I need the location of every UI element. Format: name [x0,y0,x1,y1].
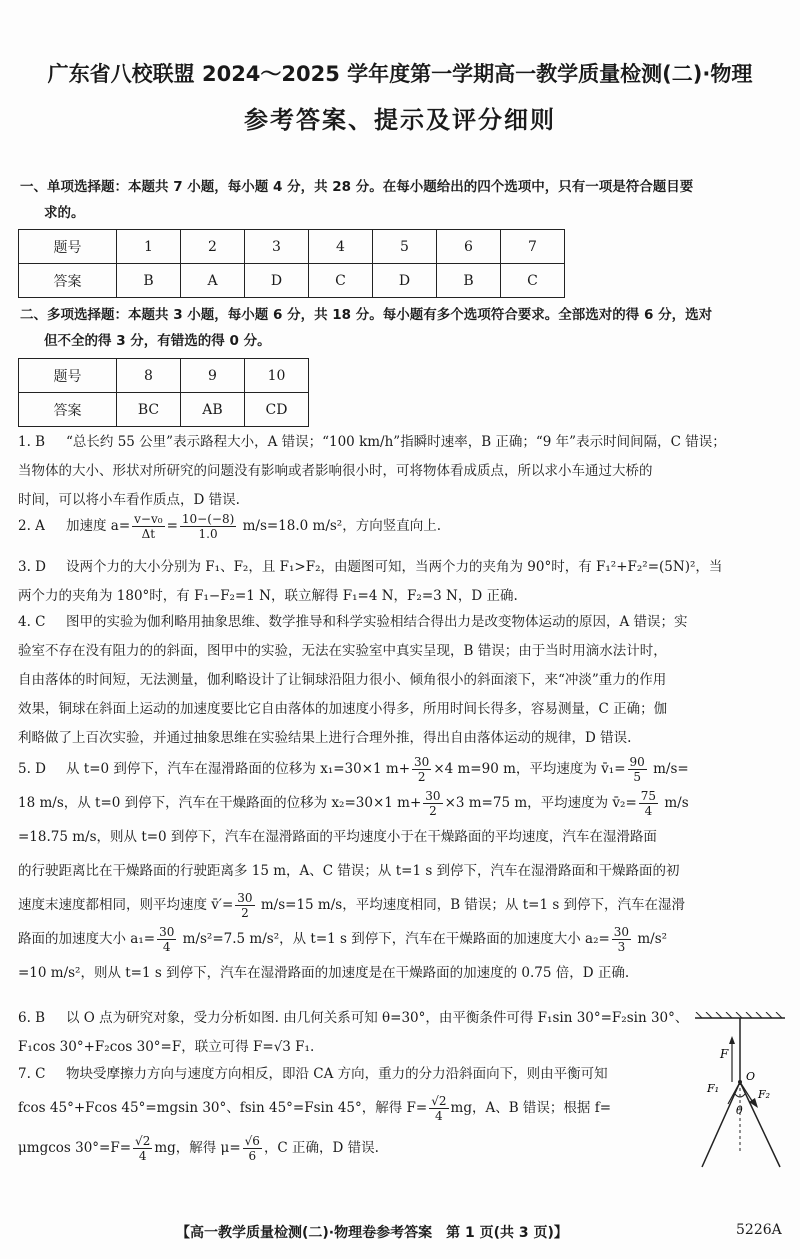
force-F1-arrow [728,1082,740,1104]
force-diagram [690,1012,790,1172]
label-F2: F₂ [758,1088,771,1101]
multi-choice-answer-table [18,358,309,427]
fraction: $\frac{30}{3}$ [613,925,630,954]
explanation-7: 7. C 物块受摩擦力方向与速度方向相反，即沿 CA 方向，重力的分力沿斜面向下，则由平衡可知 fcos 45°+Fcos 45°=mgsin 30°、fsin 45°=Fsin 45°，解得 F= $\frac{√2}{4}$ mg，A、B 错误；根据 f= μmgcos 30°=F= $\frac{√2}{4}$ mg，解得 μ= $\frac{√6}{6}$ ，C 正确，D 错误. [18,1066,612,1163]
ceiling-hatch [696,1012,782,1018]
document-subtitle: 参考答案、提示及评分细则 [244,106,556,134]
table-row: 答案 BC AB CD [19,393,309,427]
explanation-4: 4. C 图甲的实验为伽利略用抽象思维、数学推导和科学实验相结合得出力是改变物体运动的原因，A 错误；实 验室不存在没有阻力的的斜面，图甲中的实验，无法在实验室中真实呈现，B 错误；由于当时用滴水法计时， 自由落体的时间短，无法测量，伽利略设计了让铜球沿阻力很小、倾角很小的斜面滚下，来“冲淡”重力的作用 效果，铜球在斜面上运动的加速度要比它自由落体的加速度小得多，所用时间长得多，容易测量，C 正确；伽 利略做了上百次实验，并通过抽象思维在实验结果上进行合理外推，得出自由落体运动的规律，D 错误. [18,614,688,746]
fraction: $\frac{75}{4}$ [640,789,657,818]
fraction: $\frac{√2}{4}$ [135,1134,151,1163]
table-row: 题号 1 2 3 4 5 6 7 [19,230,565,264]
explanation-3: 3. D 设两个力的大小分别为 F₁、F₂，且 F₁>F₂，由题图可知，当两个力的夹角为 90°时，有 F₁²+F₂²=(5N)²，当 两个力的夹角为 180°时，有 F₁−F₂=1 N，联立解得 F₁=4 N，F₂=3 N，D 正确. [18,559,723,604]
single-choice-answer-table [18,229,565,298]
label-theta: θ [736,1104,743,1117]
explanation-1: 1. B “总长约 55 公里”表示路程大小，A 错误；“100 km/h”指瞬时速率，B 正确；“9 年”表示时间间隔，C 错误； 当物体的大小、形状对所研究的问题没有影响或者影响很小时，可将物体看成质点，所以求小车通过大桥的 时间，可以将小车看作质点，D 错误. [18,434,726,508]
fraction: $\frac{30}{2}$ [425,789,441,818]
table-row: 答案 B A D C D B C [19,264,565,298]
point-O [738,1080,742,1084]
explanation-5: 5. D 从 t=0 到停下，汽车在湿滑路面的位移为 x₁=30×1 m+ $\frac{30}{2}$ ×4 m=90 m，平均速度为 v̄₁= $\frac{90}{5}$ m/s= 18 m/s，从 t=0 到停下，汽车在干燥路面的位移为 x₂=30×1 m+ $\frac{30}{2}$ ×3 m=75 m，平均速度为 v̄₂= $\frac{75}{4}$ m/s =18.75 m/s，则从 t=0 到停下，汽车在湿滑路面的平均速度小于在干燥路面的平均速度，汽车在湿滑路面 的行驶距离比在干燥路面的行驶距离多 15 m，A、C 错误；从 t=1 s 到停下，汽车在湿滑路面和干燥路面的初 速度末速度都相同，则平均速度 v̄′= $\frac{30}{2}$ m/s=15 m/s，平均速度相同，B 错误；从 t=1 s 到停下，汽车在湿滑 路面的加速度大小 a₁= $\frac{30}{4}$ m/s²=7.5 m/s²，从 t=1 s 到停下，汽车在干燥路面的加速度大小 a₂= $\frac{30}{3}$ m/s² =10 m/s²，则从 t=1 s 到停下，汽车在湿滑路面的加速度是在干燥路面的加速度的 0.75 倍，D 正确. [18,755,689,981]
fraction: $\frac{10-(-8)}{1.0}$ [181,512,235,541]
fraction: $\frac{30}{2}$ [414,755,430,784]
section1-heading: 一、单项选择题：本题共 7 小题，每小题 4 分，共 28 分。在每小题给出的四个选项中，只有一项是符合题目要 求的。 [20,179,694,221]
fraction: $\frac{√6}{6}$ [244,1134,260,1163]
label-O: O [746,1070,756,1083]
fraction: $\frac{30}{2}$ [237,891,253,920]
label-F1: F₁ [707,1082,720,1095]
document-title: 广东省八校联盟 2024～2025 学年度第一学期高一教学质量检测(二)·物理 [47,62,753,86]
fraction: $\frac{√2}{4}$ [431,1094,447,1123]
fraction: $\frac{\text{v−v₀}}{\Delta t}$ [134,512,163,541]
explanation-2: 2. A 加速度 a= $\frac{\text{v−v₀}}{\Delta t}$ = $\frac{10-(-8)}{1.0}$ m/s=18.0 m/s²，方向竖直向上. [18,512,442,541]
fraction: $\frac{90}{5}$ [629,755,645,784]
arrowhead-icon [729,1036,735,1044]
fraction: $\frac{30}{4}$ [159,925,175,954]
section2-heading: 二、多项选择题：本题共 3 小题，每小题 6 分，共 18 分。每小题有多个选项符合要求。全部选对的得 6 分，选对 但不全的得 3 分，有错选的得 0 分。 [20,307,713,349]
table-row: 题号 8 9 10 [19,359,309,393]
answer-key-page: 广东省八校联盟 2024～2025 学年度第一学期高一教学质量检测(二)·物理 参考答案、提示及评分细则 一、单项选择题：本题共 7 小题，每小题 4 分，共 28 分。在每小题给出的四个选项中，只有一项是符合题目要 求的。 题号 1 2 3 4 5 6 7 答案 B A D C D B C 二、多项选择题：本题共 3 小题，每小题 6 分，共 18 分。每小题有多个选项符合要求。全部选对的得 6 分，选对 但不全的得 3 分，有错选的得 0 分。 题号 8 9 10 答案 BC AB CD 1. B “总长约 55 公里”表示路程大小，A 错误；“100 km/h”指瞬时速率，B 正确；“9 年”表示时间间隔，C 错误； 当物体的大小、形状对所研究的问题没有影响或者影响很小时，可将物体看成质点，所以求小车通过大桥的 时间，可以将小车看作质点，D 错误. 2. A 加速度 a= $\frac{\text{v−v₀}}{\Delta t}$ = $\frac{10-(-8)}{1.0}$ m/s=18.0 m/s²，方向竖直向上. 3. D 设两个力的大小分别为 F₁、F₂，且 F₁>F₂，由题图可知，当两个力的夹角为 90°时，有 F₁²+F₂²=(5N)²，当 两个力的夹角为 180°时，有 F₁−F₂=1 N，联立解得 F₁=4 N，F₂=3 N，D 正确. 4. C 图甲的实验为伽利略用抽象思维、数学推导和科学实验相结合得出力是改变物体运动的原因，A 错误；实 验室不存在没有阻力的的斜面，图甲中的实验，无法在实验室中真实呈现，B 错误；由于当时用滴水法计时， 自由落体的时间短，无法测量，伽利略设计了让铜球沿阻力很小、倾角很小的斜面滚下，来“冲淡”重力的作用 效果，铜球在斜面上运动的加速度要比它自由落体的加速度小得多，所用时间长得多，容易测量，C 正确；伽 利略做了上百次实验，并通过抽象思维在实验结果上进行合理外推，得出自由落体运动的规律，D 错误. 5. D 从 t=0 到停下，汽车在湿滑路面的位移为 x₁=30×1 m+ $\frac{30}{2}$ ×4 m=90 m，平均速度为 v̄₁= $\frac{90}{5}$ m/s= 18 m/s，从 t=0 到停下，汽车在干燥路面的位移为 x₂=30×1 m+ $\frac{30}{2}$ ×3 m=75 m，平均速度为 v̄₂= $\frac{75}{4}$ m/s =18.75 m/s，则从 t=0 到停下，汽车在湿滑路面的平均速度小于在干燥路面的平均速度，汽车在湿滑路面 的行驶距离比在干燥路面的行驶距离多 15 m，A、C 错误；从 t=1 s 到停下，汽车在湿滑路面和干燥路面的初 速度末速度都相同，则平均速度 v̄′= $\frac{30}{2}$ m/s=15 m/s，平均速度相同，B 错误；从 t=1 s 到停下，汽车在湿滑 路面的加速度大小 a₁= $\frac{30}{4}$ m/s²=7.5 m/s²，从 t=1 s 到停下，汽车在干燥路面的加速度大小 a₂= $\frac{30}{3}$ m/s² =10 m/s²，则从 t=1 s 到停下，汽车在湿滑路面的加速度是在干燥路面的加速度的 0.75 倍，D 正确. 6. B 以 O 点为研究对象，受力分析如图. 由几何关系可知 θ=30°，由平衡条件可得 F₁sin 30°=F₂sin 30°、 F₁cos 30°+F₂cos 30°=F，联立可得 F=√3 F₁. 7. C 物块受摩擦力方向与速度方向相反，即沿 CA 方向，重力的分力沿斜面向下，则由平衡可知 fcos 45°+Fcos 45°=mgsin 30°、fsin 45°=Fsin 45°，解得 F= $\frac{√2}{4}$ mg，A、B 错误；根据 f= μmgcos 30°=F= $\frac{√2}{4}$ mg，解得 μ= $\frac{√6}{6}$ ，C 正确，D 错误. F F₁ O F₂ θ 【高一教学质量检测(二)·物理卷参考答案 第 1 页(共 3 页)】 5226A [0,0,800,1259]
explanation-6: 6. B 以 O 点为研究对象，受力分析如图. 由几何关系可知 θ=30°，由平衡条件可得 F₁sin 30°=F₂sin 30°、 F₁cos 30°+F₂cos 30°=F，联立可得 F=√3 F₁. [18,1010,689,1055]
label-F: F [720,1047,729,1061]
